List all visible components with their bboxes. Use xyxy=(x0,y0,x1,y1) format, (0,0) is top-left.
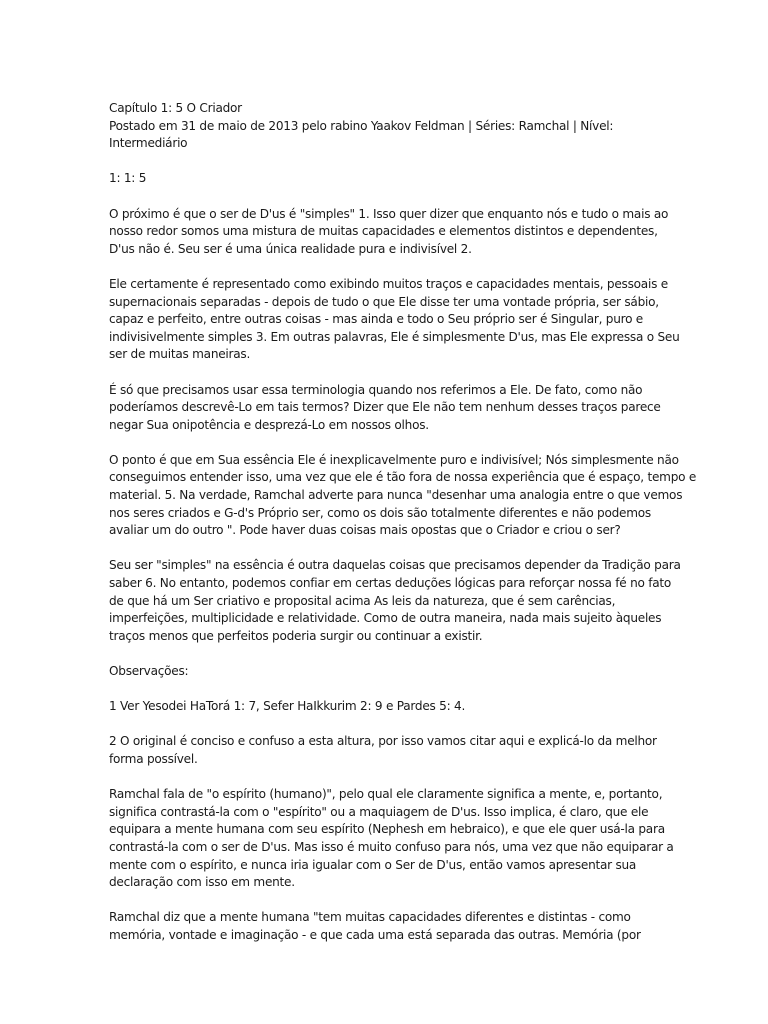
paragraph-line: O ponto é que em Sua essência Ele é inexplicavelmente puro e indivisível; Nós simplesmente não xyxy=(109,452,679,467)
note-line: Ramchal fala de "o espírito (humano)", pelo qual ele claramente significa a mente, e, portanto, xyxy=(109,787,663,802)
paragraph xyxy=(109,382,679,435)
paragraph-line: conseguimos entender isso, uma vez que ele é tão fora de nossa experiência que é espaço, tempo e xyxy=(109,470,697,485)
paragraph-line: traços menos que perfeitos poderia surgir ou continuar a existir. xyxy=(109,628,483,643)
section-reference xyxy=(109,170,679,188)
note-line: 1 Ver Yesodei HaTorá 1: 7, Sefer HaIkkurim 2: 9 e Pardes 5: 4. xyxy=(109,699,466,714)
paragraph-line: supernacionais separadas - depois de tudo o que Ele disse ter uma vontade própria, ser sábio, xyxy=(109,294,659,309)
byline-line: Postado em 31 de maio de 2013 pelo rabino Yaakov Feldman | Séries: Ramchal | Nível: xyxy=(109,118,614,133)
note-line: Ramchal diz que a mente humana "tem muitas capacidades diferentes e distintas - como xyxy=(109,910,631,925)
note xyxy=(109,786,679,892)
paragraph-line: avaliar um do outro ". Pode haver duas coisas mais opostas que o Criador e criou o ser? xyxy=(109,523,621,538)
paragraph-line: poderíamos descrevê-Lo em tais termos? Dizer que Ele não tem nenhum desses traços parece xyxy=(109,400,661,415)
paragraph xyxy=(109,276,679,364)
document-page xyxy=(109,100,697,945)
section-ref-text: 1: 1: 5 xyxy=(109,171,147,186)
paragraph-line: O próximo é que o ser de D'us é "simples" 1. Isso quer dizer que enquanto nós e tudo o mais ao xyxy=(109,206,669,221)
paragraph-line: nos seres criados e G-d's Próprio ser, como os dois são totalmente diferentes e não podemos xyxy=(109,505,651,520)
paragraph-line: ser de muitas maneiras. xyxy=(109,347,251,362)
note-line: mente com o espírito, e nunca iria igualar com o Ser de D'us, então vamos apresentar sua xyxy=(109,857,637,872)
notes-heading-text: Observações: xyxy=(109,664,189,678)
document-title-block xyxy=(109,100,679,153)
byline-line: Intermediário xyxy=(109,136,188,151)
note-line: 2 O original é conciso e confuso a esta altura, por isso vamos citar aqui e explicá-lo da melhor xyxy=(109,734,657,749)
paragraph-line: D'us não é. Seu ser é uma única realidade pura e indivisível 2. xyxy=(109,241,472,256)
paragraph xyxy=(109,557,679,645)
paragraph-line: Seu ser "simples" na essência é outra daquelas coisas que precisamos depender da Tradição para xyxy=(109,558,681,573)
note-line: forma possível. xyxy=(109,751,198,766)
paragraph xyxy=(109,452,697,540)
paragraph-line: É só que precisamos usar essa terminologia quando nos referimos a Ele. De fato, como não xyxy=(109,382,643,397)
paragraph xyxy=(109,206,679,259)
notes-heading xyxy=(109,663,679,681)
paragraph-line: negar Sua onipotência e desprezá-Lo em nossos olhos. xyxy=(109,417,429,432)
note-line: declaração com isso em mente. xyxy=(109,875,295,890)
spacer xyxy=(109,153,679,171)
paragraph-line: saber 6. No entanto, podemos confiar em certas deduções lógicas para reforçar nossa fé no fato xyxy=(109,576,672,591)
chapter-title: Capítulo 1: 5 O Criador xyxy=(109,101,242,115)
note xyxy=(109,909,679,944)
paragraph-line: nosso redor somos uma mistura de muitas capacidades e elementos distintos e dependentes, xyxy=(109,224,658,239)
paragraph-line: indivisivelmente simples 3. Em outras palavras, Ele é simplesmente D'us, mas Ele expressa o Seu xyxy=(109,329,680,344)
paragraph-line: Ele certamente é representado como exibindo muitos traços e capacidades mentais, pessoais e xyxy=(109,276,668,291)
note-line: memória, vontade e imaginação - e que cada uma está separada das outras. Memória (por xyxy=(109,927,641,942)
note-line: significa contrastá-la com o "espírito" ou a maquiagem de D'us. Isso implica, é claro, que ele xyxy=(109,804,649,819)
note xyxy=(109,733,679,768)
note-line: equipara a mente humana com seu espírito (Nephesh em hebraico), e que ele quer usá-la para xyxy=(109,822,665,837)
paragraph-line: material. 5. Na verdade, Ramchal adverte para nunca "desenhar uma analogia entre o que vemos xyxy=(109,488,683,503)
paragraph-line: de que há um Ser criativo e proposital acima As leis da natureza, que é sem carências, xyxy=(109,593,616,608)
paragraph-line: capaz e perfeito, entre outras coisas - mas ainda e todo o Seu próprio ser é Singular, puro e xyxy=(109,312,644,327)
note xyxy=(109,698,679,716)
paragraph-line: imperfeições, multiplicidade e relatividade. Como de outra maneira, nada mais sujeito àqueles xyxy=(109,611,662,626)
note-line: contrastá-la com o ser de D'us. Mas isso é muito confuso para nós, uma vez que não equiparar a xyxy=(109,839,674,854)
